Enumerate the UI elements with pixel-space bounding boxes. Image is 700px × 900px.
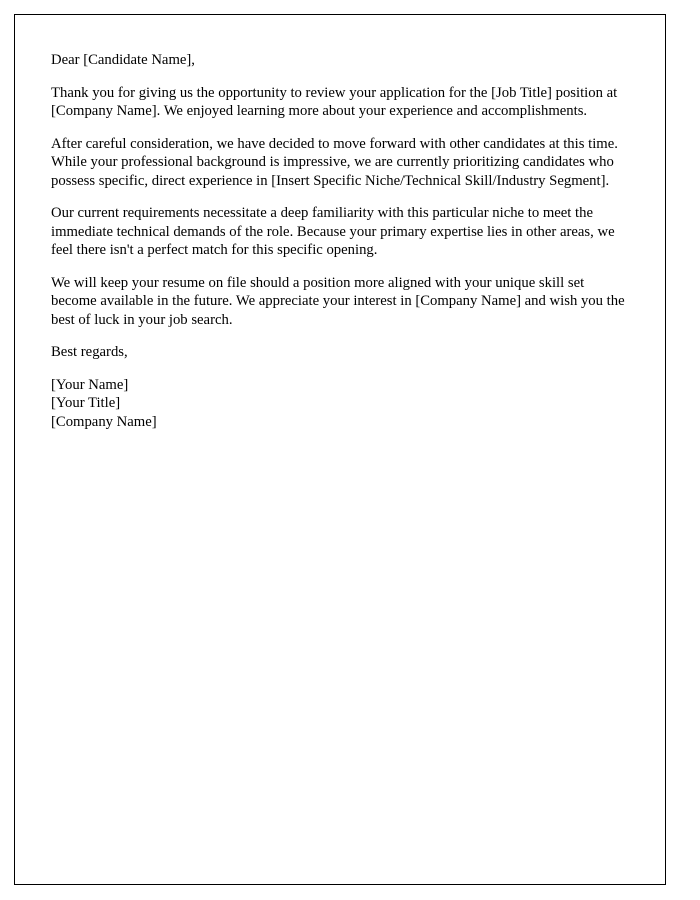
letter-paragraph-2: After careful consideration, we have decided to move forward with other candidates at this time. While your professional background is impressive, we are currently prioritizing candidates who possess specific, direct experience in [Insert Specific Niche/Technical Skill/Industry Segment]. — [51, 135, 618, 189]
letter-page — [14, 14, 666, 885]
letter-closing: Best regards, — [51, 344, 128, 360]
signature-company: [Company Name] — [51, 413, 157, 430]
letter-body — [51, 51, 625, 431]
signature-title: [Your Title] — [51, 395, 121, 411]
letter-paragraph-4: We will keep your resume on file should a position more aligned with your unique skill set become available in the future. We appreciate your interest in [Company Name] and wish you the best of luck in your job search. — [51, 274, 625, 328]
signature-block — [51, 376, 625, 432]
letter-paragraph-3: Our current requirements necessitate a deep familiarity with this particular niche to meet the immediate technical demands of the role. Because your primary expertise lies in other areas, we feel there isn't a perfect match for this specific opening. — [51, 205, 615, 258]
letter-paragraph-1: Thank you for giving us the opportunity to review your application for the [Job Title] position at [Company Name]. We enjoyed learning more about your experience and accomplishments. — [51, 84, 618, 119]
letter-salutation: Dear [Candidate Name], — [51, 52, 195, 68]
signature-name: [Your Name] — [51, 376, 129, 393]
